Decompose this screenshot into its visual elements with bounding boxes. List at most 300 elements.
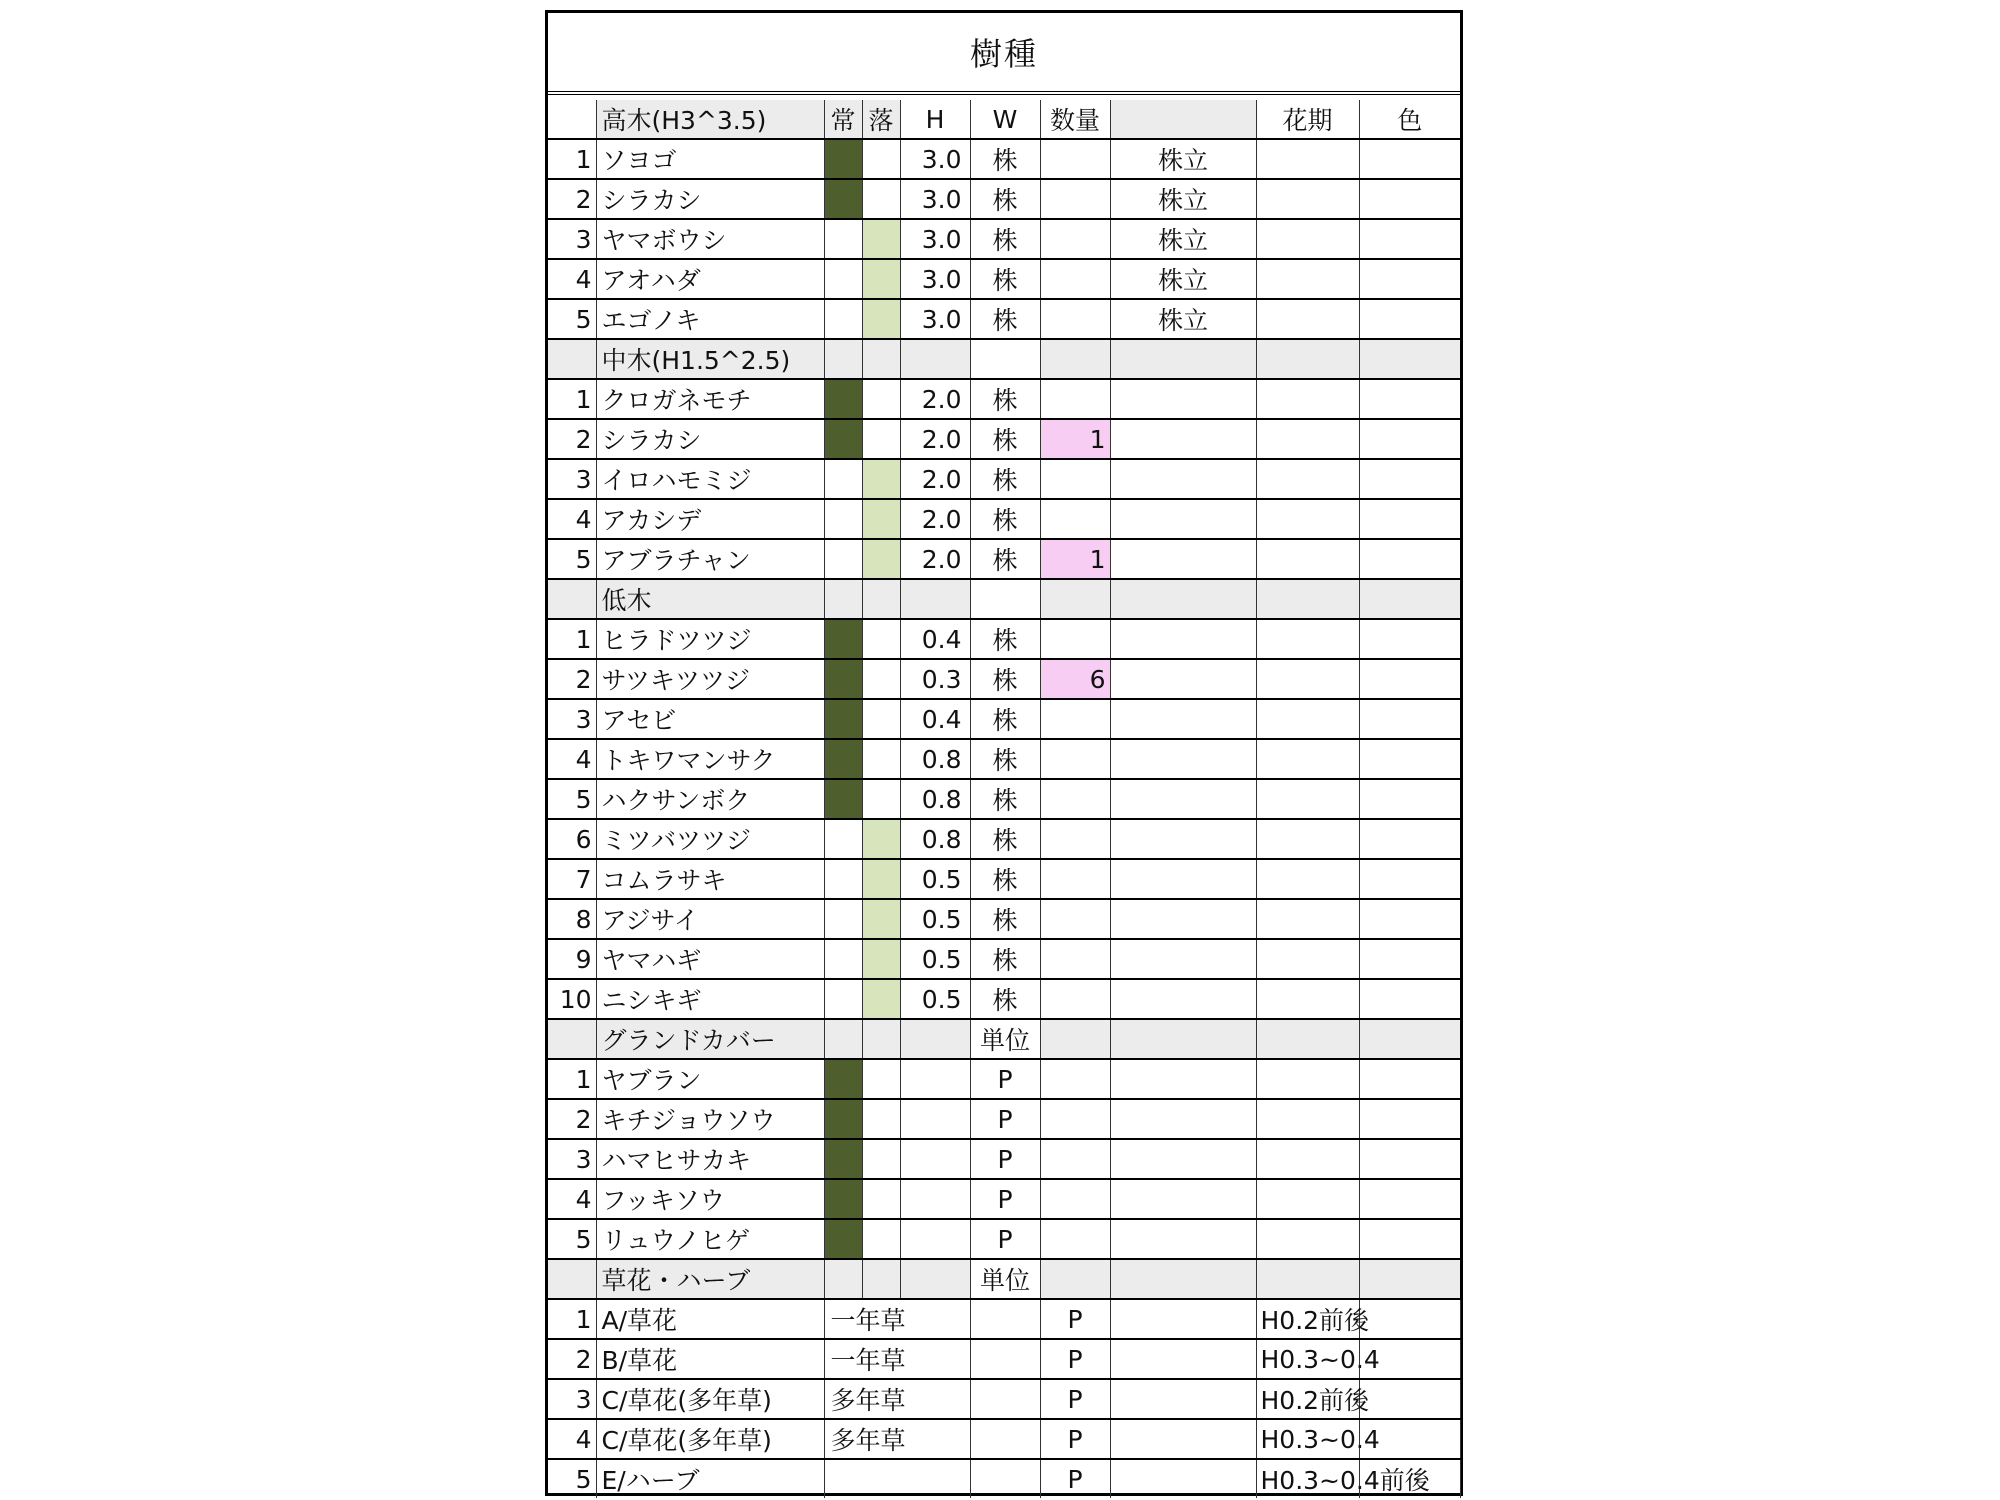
height-value: 3.0 [900,259,970,299]
species-row [548,379,1460,419]
bloom-cell [1256,1139,1359,1179]
evergreen-marker [824,139,862,179]
bloom-cell [1256,819,1359,859]
species-row [548,939,1460,979]
height-value: 3.0 [900,219,970,259]
header-color: 色 [1359,100,1460,139]
species-name: シラカシ [596,419,824,459]
width-unit: 株 [970,419,1040,459]
color-cell [1359,739,1460,779]
width-unit: P [970,1059,1040,1099]
section-deciduous-cell [862,339,900,379]
note-value [1110,699,1256,739]
height-value [900,1179,970,1219]
height-value [900,1099,970,1139]
section-qty-cell [1040,1259,1110,1299]
bloom-cell [1256,739,1359,779]
height-value: 0.8 [900,739,970,779]
evergreen-marker [824,659,862,699]
bloom-cell [1359,1299,1460,1339]
section-h-cell [900,1259,970,1299]
note-value [1110,1139,1256,1179]
note-value [1110,979,1256,1019]
section-no-cell [548,579,596,619]
species-name: フッキソウ [596,1179,824,1219]
width-unit: 株 [970,659,1040,699]
section-qty-cell [1040,339,1110,379]
species-row [548,259,1460,299]
deciduous-marker [862,179,900,219]
evergreen-marker [824,699,862,739]
header-qty: 数量 [1040,100,1110,139]
note-value [1110,659,1256,699]
species-row [548,619,1460,659]
species-name: アオハダ [596,259,824,299]
species-name: アジサイ [596,899,824,939]
quantity-value [1040,619,1110,659]
deciduous-marker [862,379,900,419]
species-row [548,979,1460,1019]
height-value: 0.5 [900,939,970,979]
species-name: リュウノヒゲ [596,1219,824,1259]
unit-value: P [1040,1299,1110,1339]
section-bloom-cell [1256,339,1359,379]
height-value: 2.0 [900,419,970,459]
species-name: ヤブラン [596,1059,824,1099]
width-unit: 株 [970,819,1040,859]
plant-kind: 多年草 [824,1419,970,1459]
quantity-value: 1 [1040,419,1110,459]
note-value: 株立 [1110,219,1256,259]
section-color-cell [1359,1259,1460,1299]
quantity-value [1040,1099,1110,1139]
row-number: 4 [548,739,596,779]
species-name: アブラチャン [596,539,824,579]
color-cell [1359,499,1460,539]
species-row [548,459,1460,499]
deciduous-marker [862,1179,900,1219]
evergreen-marker [824,1219,862,1259]
species-name: ソヨゴ [596,139,824,179]
deciduous-marker [862,1139,900,1179]
deciduous-marker [862,619,900,659]
species-name: ハクサンボク [596,779,824,819]
deciduous-marker [862,1099,900,1139]
row-number: 3 [548,1379,596,1419]
bloom-cell [1256,979,1359,1019]
bloom-cell [1256,1059,1359,1099]
row-number: 1 [548,1299,596,1339]
bloom-cell [1256,139,1359,179]
bloom-cell [1256,1179,1359,1219]
color-cell [1359,899,1460,939]
width-unit: 株 [970,259,1040,299]
species-name: C/草花(多年草) [596,1419,824,1459]
quantity-value [1040,739,1110,779]
row-number: 2 [548,1339,596,1379]
color-cell [1359,539,1460,579]
note-value [1110,899,1256,939]
quantity-value [1040,699,1110,739]
color-cell [1359,1179,1460,1219]
header-bloom: 花期 [1256,100,1359,139]
quantity-cell [1110,1459,1256,1498]
height-value: 0.5 [900,899,970,939]
deciduous-marker [862,1059,900,1099]
species-name: クロガネモチ [596,379,824,419]
note-value [1110,619,1256,659]
bloom-cell [1359,1379,1460,1419]
evergreen-marker [824,539,862,579]
bloom-cell [1256,1219,1359,1259]
quantity-value [1040,899,1110,939]
width-unit: 株 [970,219,1040,259]
species-name: イロハモミジ [596,459,824,499]
quantity-value [1040,219,1110,259]
quantity-value [1040,139,1110,179]
color-cell [1359,619,1460,659]
quantity-value [1040,1059,1110,1099]
row-number: 8 [548,899,596,939]
height-value: 3.0 [900,139,970,179]
note-value: 株立 [1110,299,1256,339]
note-value [1110,459,1256,499]
deciduous-marker [862,299,900,339]
section-no-cell [548,339,596,379]
sheet-title: 樹種 [969,35,1038,73]
width-unit: 株 [970,139,1040,179]
bloom-cell [1256,419,1359,459]
species-row [548,219,1460,259]
width-unit: P [970,1219,1040,1259]
species-row [548,1059,1460,1099]
quantity-value [1040,259,1110,299]
species-row [548,699,1460,739]
height-value: 2.0 [900,459,970,499]
section-no-cell [548,1019,596,1059]
evergreen-marker [824,179,862,219]
deciduous-marker [862,219,900,259]
color-cell [1359,419,1460,459]
unit-value: P [1040,1339,1110,1379]
deciduous-marker [862,139,900,179]
evergreen-marker [824,459,862,499]
deciduous-marker [862,939,900,979]
evergreen-marker [824,499,862,539]
bloom-cell [1256,219,1359,259]
species-row [548,739,1460,779]
height-value: 0.5 [900,859,970,899]
row-number: 1 [548,379,596,419]
width-unit: 株 [970,779,1040,819]
bloom-cell [1256,939,1359,979]
width-unit: 株 [970,939,1040,979]
species-table-body [548,100,1460,1498]
header-no-cell [548,100,596,139]
height-value: 0.8 [900,819,970,859]
quantity-value [1040,179,1110,219]
evergreen-marker [824,299,862,339]
section-unit-label [970,339,1040,379]
section-deciduous-cell [862,1019,900,1059]
species-row [548,539,1460,579]
header-w: W [970,100,1040,139]
evergreen-marker [824,1179,862,1219]
width-unit-spacer [970,1419,1040,1459]
note-value [1110,859,1256,899]
species-row [548,139,1460,179]
width-unit-spacer [970,1299,1040,1339]
height-value: 0.3 [900,659,970,699]
note-value [1110,939,1256,979]
quantity-value [1040,459,1110,499]
section-evergreen-cell [824,1019,862,1059]
width-unit: 株 [970,979,1040,1019]
section-unit-label: 単位 [970,1019,1040,1059]
header-row [548,100,1460,139]
species-row [548,179,1460,219]
row-number: 3 [548,699,596,739]
species-row [548,1459,1460,1498]
quantity-value [1040,979,1110,1019]
species-name: ヤマハギ [596,939,824,979]
height-note: H0.2前後 [1256,1299,1359,1339]
species-row [548,499,1460,539]
row-number: 4 [548,1179,596,1219]
row-number: 5 [548,779,596,819]
note-value [1110,379,1256,419]
section-bloom-cell [1256,579,1359,619]
note-value [1110,1059,1256,1099]
color-cell [1359,699,1460,739]
deciduous-marker [862,1219,900,1259]
quantity-cell [1110,1339,1256,1379]
bloom-cell [1256,1099,1359,1139]
bloom-cell [1256,899,1359,939]
height-value: 0.8 [900,779,970,819]
evergreen-marker [824,619,862,659]
row-number: 1 [548,139,596,179]
evergreen-marker [824,939,862,979]
evergreen-marker [824,1139,862,1179]
species-name: ヒラドツツジ [596,619,824,659]
header-deciduous: 落 [862,100,900,139]
species-row [548,779,1460,819]
species-name: サツキツツジ [596,659,824,699]
deciduous-marker [862,539,900,579]
note-value [1110,819,1256,859]
row-number: 5 [548,299,596,339]
bloom-cell [1256,619,1359,659]
row-number: 3 [548,219,596,259]
color-cell [1359,299,1460,339]
row-number: 5 [548,1219,596,1259]
note-value [1110,419,1256,459]
color-cell [1359,1059,1460,1099]
species-row [548,899,1460,939]
species-name: アセビ [596,699,824,739]
species-name: B/草花 [596,1339,824,1379]
section-header-row [548,1019,1460,1059]
species-row [548,299,1460,339]
note-value [1110,739,1256,779]
unit-value: P [1040,1419,1110,1459]
section-color-cell [1359,579,1460,619]
row-number: 9 [548,939,596,979]
height-value: 3.0 [900,179,970,219]
section-qty-cell [1040,1019,1110,1059]
species-row [548,419,1460,459]
quantity-value [1040,299,1110,339]
species-row [548,1299,1460,1339]
deciduous-marker [862,899,900,939]
header-h: H [900,100,970,139]
plant-kind: 多年草 [824,1379,970,1419]
width-unit: 株 [970,539,1040,579]
quantity-value [1040,379,1110,419]
species-name: コムラサキ [596,859,824,899]
height-value: 0.4 [900,699,970,739]
quantity-value [1040,1179,1110,1219]
quantity-value: 1 [1040,539,1110,579]
height-value [900,1059,970,1099]
section-label: グランドカバー [596,1019,824,1059]
color-cell [1359,659,1460,699]
row-number: 4 [548,1419,596,1459]
section-label: 中木(H1.5^2.5) [596,339,824,379]
color-cell [1359,819,1460,859]
species-name: エゴノキ [596,299,824,339]
row-number: 4 [548,259,596,299]
row-number: 1 [548,1059,596,1099]
species-row [548,1419,1460,1459]
header-note [1110,100,1256,139]
height-value: 2.0 [900,539,970,579]
evergreen-marker [824,1099,862,1139]
species-row [548,1379,1460,1419]
quantity-value [1040,1219,1110,1259]
bloom-cell [1256,539,1359,579]
color-cell [1359,459,1460,499]
width-unit: 株 [970,739,1040,779]
height-value [900,1139,970,1179]
height-note: H0.2前後 [1256,1379,1359,1419]
quantity-value [1040,499,1110,539]
bloom-cell [1256,659,1359,699]
section-evergreen-cell [824,579,862,619]
evergreen-marker [824,739,862,779]
quantity-value [1040,859,1110,899]
section-bloom-cell [1256,1259,1359,1299]
quantity-value [1040,779,1110,819]
bloom-cell [1256,259,1359,299]
bloom-cell [1256,459,1359,499]
quantity-value [1040,1139,1110,1179]
deciduous-marker [862,259,900,299]
color-cell [1359,219,1460,259]
species-row [548,1219,1460,1259]
section-note-cell [1110,339,1256,379]
section-note-cell [1110,579,1256,619]
color-cell [1359,939,1460,979]
bloom-cell [1256,499,1359,539]
section-h-cell [900,579,970,619]
species-name: キチジョウソウ [596,1099,824,1139]
section-qty-cell [1040,579,1110,619]
width-unit-spacer [970,1459,1040,1498]
height-value: 2.0 [900,499,970,539]
deciduous-marker [862,779,900,819]
evergreen-marker [824,419,862,459]
quantity-value [1040,939,1110,979]
section-h-cell [900,1019,970,1059]
section-deciduous-cell [862,1259,900,1299]
section-color-cell [1359,1019,1460,1059]
deciduous-marker [862,659,900,699]
species-name: ニシキギ [596,979,824,1019]
color-cell [1359,179,1460,219]
height-value: 3.0 [900,299,970,339]
height-value: 2.0 [900,379,970,419]
color-cell [1359,259,1460,299]
height-note: H0.3~0.4 [1256,1419,1359,1459]
bloom-cell [1256,699,1359,739]
section-unit-label [970,579,1040,619]
deciduous-marker [862,819,900,859]
species-row [548,1339,1460,1379]
evergreen-marker [824,379,862,419]
bloom-cell [1256,859,1359,899]
width-unit: 株 [970,499,1040,539]
row-number: 5 [548,539,596,579]
row-number: 2 [548,179,596,219]
width-unit: 株 [970,459,1040,499]
row-number: 2 [548,1099,596,1139]
note-value [1110,1219,1256,1259]
plant-kind: 一年草 [824,1339,970,1379]
width-unit: 株 [970,379,1040,419]
row-number: 2 [548,419,596,459]
color-cell [1359,139,1460,179]
color-cell [1359,1099,1460,1139]
bloom-cell [1256,299,1359,339]
species-name: トキワマンサク [596,739,824,779]
height-value: 0.4 [900,619,970,659]
color-cell [1359,979,1460,1019]
unit-value: P [1040,1459,1110,1498]
row-number: 10 [548,979,596,1019]
section-color-cell [1359,339,1460,379]
bloom-cell [1256,779,1359,819]
plant-kind [824,1459,970,1498]
deciduous-marker [862,499,900,539]
deciduous-marker [862,859,900,899]
evergreen-marker [824,859,862,899]
deciduous-marker [862,739,900,779]
height-note: H0.3~0.4前後 [1256,1459,1359,1498]
section-h-cell [900,339,970,379]
deciduous-marker [862,419,900,459]
deciduous-marker [862,979,900,1019]
width-unit: P [970,1139,1040,1179]
title-box [548,13,1460,95]
section-evergreen-cell [824,339,862,379]
section-deciduous-cell [862,579,900,619]
quantity-cell [1110,1419,1256,1459]
section-no-cell [548,1259,596,1299]
header-evergreen: 常 [824,100,862,139]
species-row [548,1179,1460,1219]
